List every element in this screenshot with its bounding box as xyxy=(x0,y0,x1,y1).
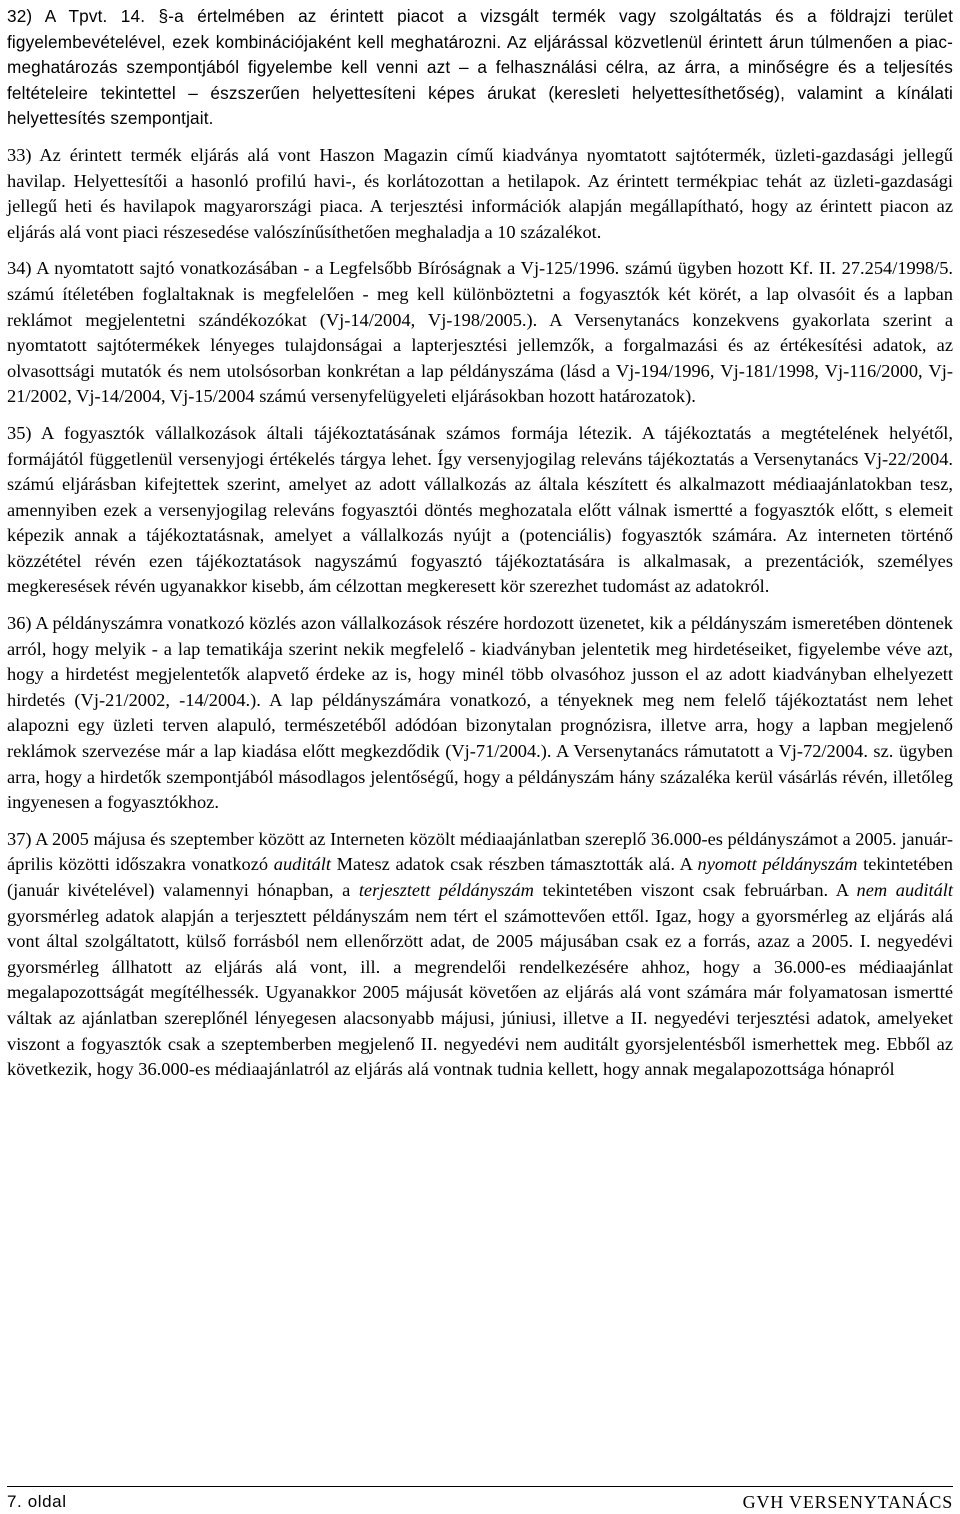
text-run: tekintetében viszont csak februárban. A xyxy=(533,880,857,900)
paragraph-35: 35) A fogyasztók vállalkozások általi tájékoztatásának számos formája létezik. A tájékoztatás a megtételének helyétől, formájától függetlenül versenyjogi értékelés tárgya lehet. Így versenyjogilag releváns tájékoztatás a Versenytanács Vj-22/2004. számú eljárásban kifejtettek szerint, amelyet az adott vállalkozás az általa készített és alkalmazott médiaajánlatokban tesz, amennyiben ezek a versenyjogilag releváns fogyasztói döntés meghozatala előtt válnak ismertté a fogyasztók előtt, s elemeit képezik annak a tájékoztatásnak, amelyet a vállalkozás nyújt a (potenciális) fogyasztók számára. Az interneten történő közzététel révén ezen tájékoztatások nagyszámú fogyasztó tájékoztatására is alkalmasak, a prezentációk, személyes megkeresések révén ugyanakkor kisebb, ám célzottan megkeresett kör szerezhet tudomást az adatokról. xyxy=(7,422,953,597)
footer-divider xyxy=(7,1486,953,1487)
page-number: 7. oldal xyxy=(7,1492,67,1511)
text-run: gyorsmérleg adatok alapján a terjesztett példányszám nem tért el számottevően ettől. Igaz, hogy a gyorsmérleg az eljárás alá vont által szolgáltatott, külső forrásból nem ellenőrzött adat, de 2005 májusában csak ez a forrás, azaz a 2005. I. negyedévi gyorsmérleg állhatott az eljárás alá vont, ill. a megrendelői rendelkezésére ahhoz, hogy a 36.000-es médiaajánlat megalapozottságát megítélhessék. Ugyanakkor 2005 májusát követően az eljárás alá vont számára már folyamatosan ismertté váltak az ajánlatban szereplőnél lényegesen alacsonyabb májusi, júniusi, illetve a II. negyedévi terjesztési adatok, amelyeket viszont a fogyasztók csak a szeptemberben megjelenő II. negyedévi nem auditált gyorsjelentésből ismerhettek meg. Ebből az következik, hogy 36.000-es médiaajánlatról az eljárás alá vontnak tudnia kellett, hogy annak megalapozottsága hónapról xyxy=(7,905,953,1080)
text-run: tekintetében (január kivételével) valamennyi hónapban, a xyxy=(7,854,953,900)
paragraph-36: 36) A példányszámra vonatkozó közlés azon vállalkozások részére hordozott üzenetet, kik a példányszám ismeretében döntenek arról, hogy melyik - a lap tematikája szerint nekik megfelelő - kiadványban jelentetik meg hirdetéseiket, figyelembe véve azt, hogy a hirdetést megjelentetők alapvető érdeke az is, hogy minél több olvasóhoz jusson el az adott kiadványban elhelyezett hirdetés (Vj-21/2002, -14/2004.). A lap példányszámára vonatkozó, a tényeknek meg nem felelő tájékoztatást nem lehet alapozni egy üzleti terven alapuló, természetéből adódóan bizonytalan prognózisra, illetve arra, hogy a lapban megjelenő reklámok szervezése már a lap kiadása előtt megkezdődik (Vj-71/2004.). A Versenytanács rámutatott a Vj-72/2004. sz. ügyben arra, hogy a hirdetők szempontjából másodlagos jelentőségű, hogy a példányszám hány százaléka kerül vásárlás révén, illetőleg ingyenesen a fogyasztókhoz. xyxy=(7,613,953,813)
footer-organization: GVH VERSENYTANÁCS xyxy=(742,1492,953,1512)
paragraph-37 xyxy=(7,827,953,1083)
paragraph-34: 34) A nyomtatott sajtó vonatkozásában - a Legfelsőbb Bíróságnak a Vj-125/1996. számú ügyben hozott Kf. II. 27.254/1998/5. számú ítéletében foglaltaknak is megfelelően - meg kell különböztetni a fogyasztók két körét, a lap olvasóit és a lapban reklámot megjelentetni szándékozókat (Vj-14/2004, Vj-198/2005.). A Versenytanács konzekvens gyakorlata szerint a nyomtatott sajtótermékek lényeges tulajdonságai a lapterjesztési jellemzők, a forgalmazási és az értékesítési adatok, az olvasottsági mutatók és nem utolsósorban konkrétan a lap példányszáma (lásd a Vj-194/1996, Vj-181/1998, Vj-116/2000, Vj-21/2002, Vj-14/2004, Vj-15/2004 számú versenyfelügyeleti eljárásokban hozott határozatok). xyxy=(7,258,953,407)
italic-term: auditált xyxy=(273,854,332,875)
italic-term: nem auditált xyxy=(856,880,953,900)
text-run: Matesz adatok csak részben támasztották alá. A xyxy=(331,854,698,875)
paragraph-33: 33) Az érintett termék eljárás alá vont Haszon Magazin című kiadványa nyomtatott sajtótermék, üzleti-gazdasági jellegű havilap. Helyettesítői a hasonló profilú havi-, és korlátozottan a hetilapok. Az érintett termékpiac tehát az üzleti-gazdasági jellegű heti és havilapok magyarországi piaca. A terjesztési információk alapján megállapítható, hogy az érintett piacon az eljárás alá vont piaci részesedése valószínűsíthetően meghaladja a 10 százalékot. xyxy=(7,144,953,242)
paragraph-32: 32) A Tpvt. 14. §-a értelmében az érintett piacot a vizsgált termék vagy szolgáltatás és a földrajzi terület figyelembevételével, ezek kombinációjaként kell meghatározni. Az eljárással közvetlenül érintett árun túlmenően a piac-meghatározás szempontjából figyelembe kell venni azt – a felhasználási célra, az árra, a minőségre és a teljesítés feltételeire tekintettel – észszerűen helyettesíteni képes árukat (keresleti helyettesíthetőség), valamint a kínálati helyettesítés szempontjait. xyxy=(7,6,953,129)
italic-term: nyomott példányszám xyxy=(697,854,858,875)
italic-term: terjesztett példányszám xyxy=(358,880,534,900)
document-body xyxy=(7,4,953,1083)
text-run: 37) A 2005 májusa és szeptember között az Interneten közölt médiaajánlatban szereplő 36.000-es példányszámot a 2005. január-április közötti időszakra vonatkozó xyxy=(7,828,953,875)
